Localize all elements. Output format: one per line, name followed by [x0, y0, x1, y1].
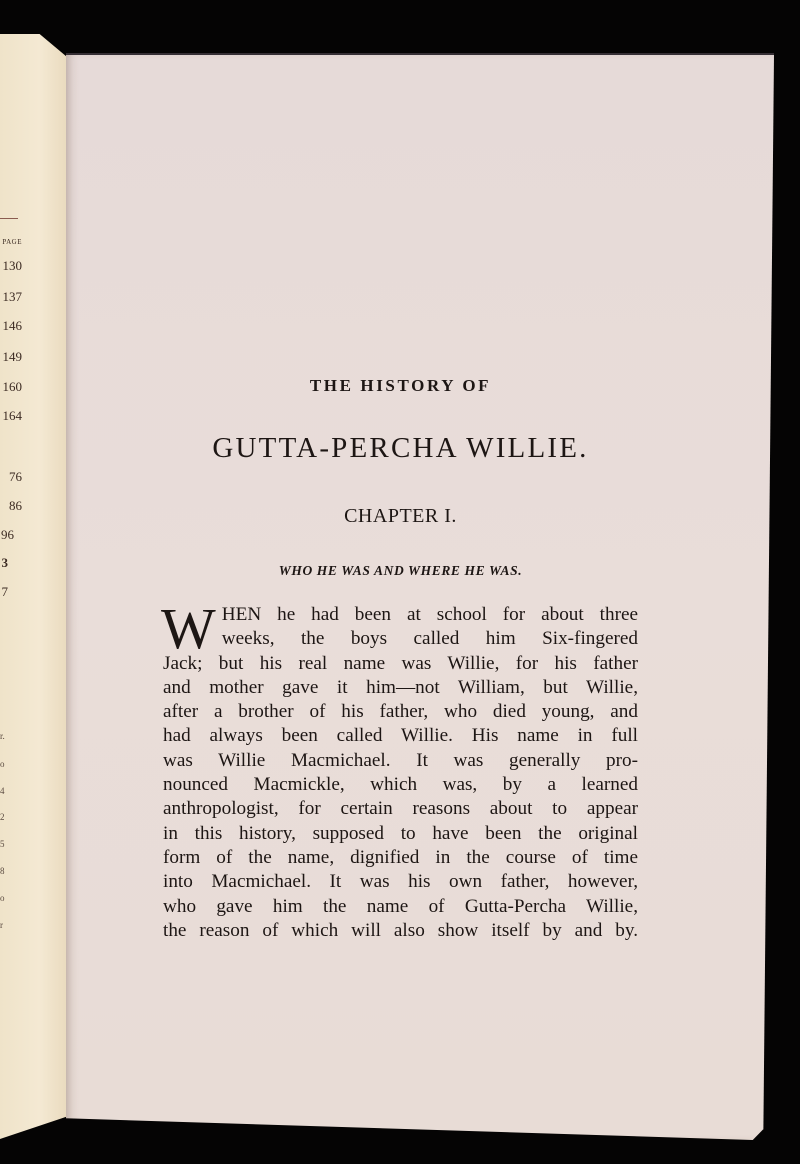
text-line: had always been called Willie. His name in full	[163, 725, 638, 747]
contents-page-number: 137	[2, 289, 22, 304]
text-line: anthropologist, for certain reasons about to appear	[163, 798, 638, 820]
text-line: HEN he had been at school for about three	[221, 604, 638, 625]
chapter-subtitle: WHO HE WAS AND WHERE HE WAS.	[278, 563, 523, 578]
text-line: weeks, the boys called him Six-fingered	[221, 628, 638, 650]
contents-page-number: 130	[2, 258, 22, 273]
contents-page-number: 164	[2, 408, 22, 423]
chapter-body	[161, 596, 638, 943]
text-line: nounced Macmickle, which was, by a learned	[163, 774, 638, 796]
contents-fragment: 8	[0, 866, 5, 876]
contents-fragment: 5	[0, 839, 5, 849]
previous-page-edge	[0, 34, 66, 1139]
contents-page-number: 160	[2, 379, 22, 394]
text-line: was Willie Macmichael. It was generally pro-	[163, 749, 638, 771]
contents-fragment: o	[0, 759, 5, 769]
text-line: into Macmichael. It was his own father, however,	[163, 871, 638, 893]
contents-page-number: 86	[9, 498, 22, 513]
text-line: in this history, supposed to have been the original	[163, 822, 638, 844]
text-line: who gave him the name of Gutta-Percha Willie,	[163, 895, 638, 917]
contents-page-number: 76	[9, 469, 22, 484]
contents-page-label: PAGE	[2, 238, 22, 246]
contents-fragment: o	[0, 893, 5, 903]
contents-rule	[0, 218, 18, 219]
drop-cap: W	[161, 596, 216, 661]
contents-page-number: 7	[1, 584, 8, 599]
text-line: and mother gave it him—not William, but Willie,	[163, 676, 638, 698]
book-title: GUTTA-PERCHA WILLIE.	[212, 432, 589, 464]
contents-fragment: r.	[0, 731, 5, 741]
contents-fragment: 2	[0, 812, 5, 822]
contents-page-number: 149	[2, 349, 22, 364]
text-line: form of the name, dignified in the course of time	[163, 846, 638, 868]
text-line: the reason of which will also show itself by and by.	[163, 919, 638, 941]
series-title: THE HISTORY OF	[309, 376, 492, 395]
text-line: after a brother of his father, who died young, and	[163, 701, 638, 723]
chapter-heading: CHAPTER I.	[344, 505, 457, 527]
contents-fragment: r	[0, 920, 3, 930]
contents-page-number: 96	[1, 527, 14, 542]
contents-page-number: 146	[2, 318, 22, 333]
contents-page-number: 3	[1, 555, 8, 570]
text-line: Jack; but his real name was Willie, for his father	[163, 652, 638, 674]
contents-fragment: 4	[0, 786, 5, 796]
